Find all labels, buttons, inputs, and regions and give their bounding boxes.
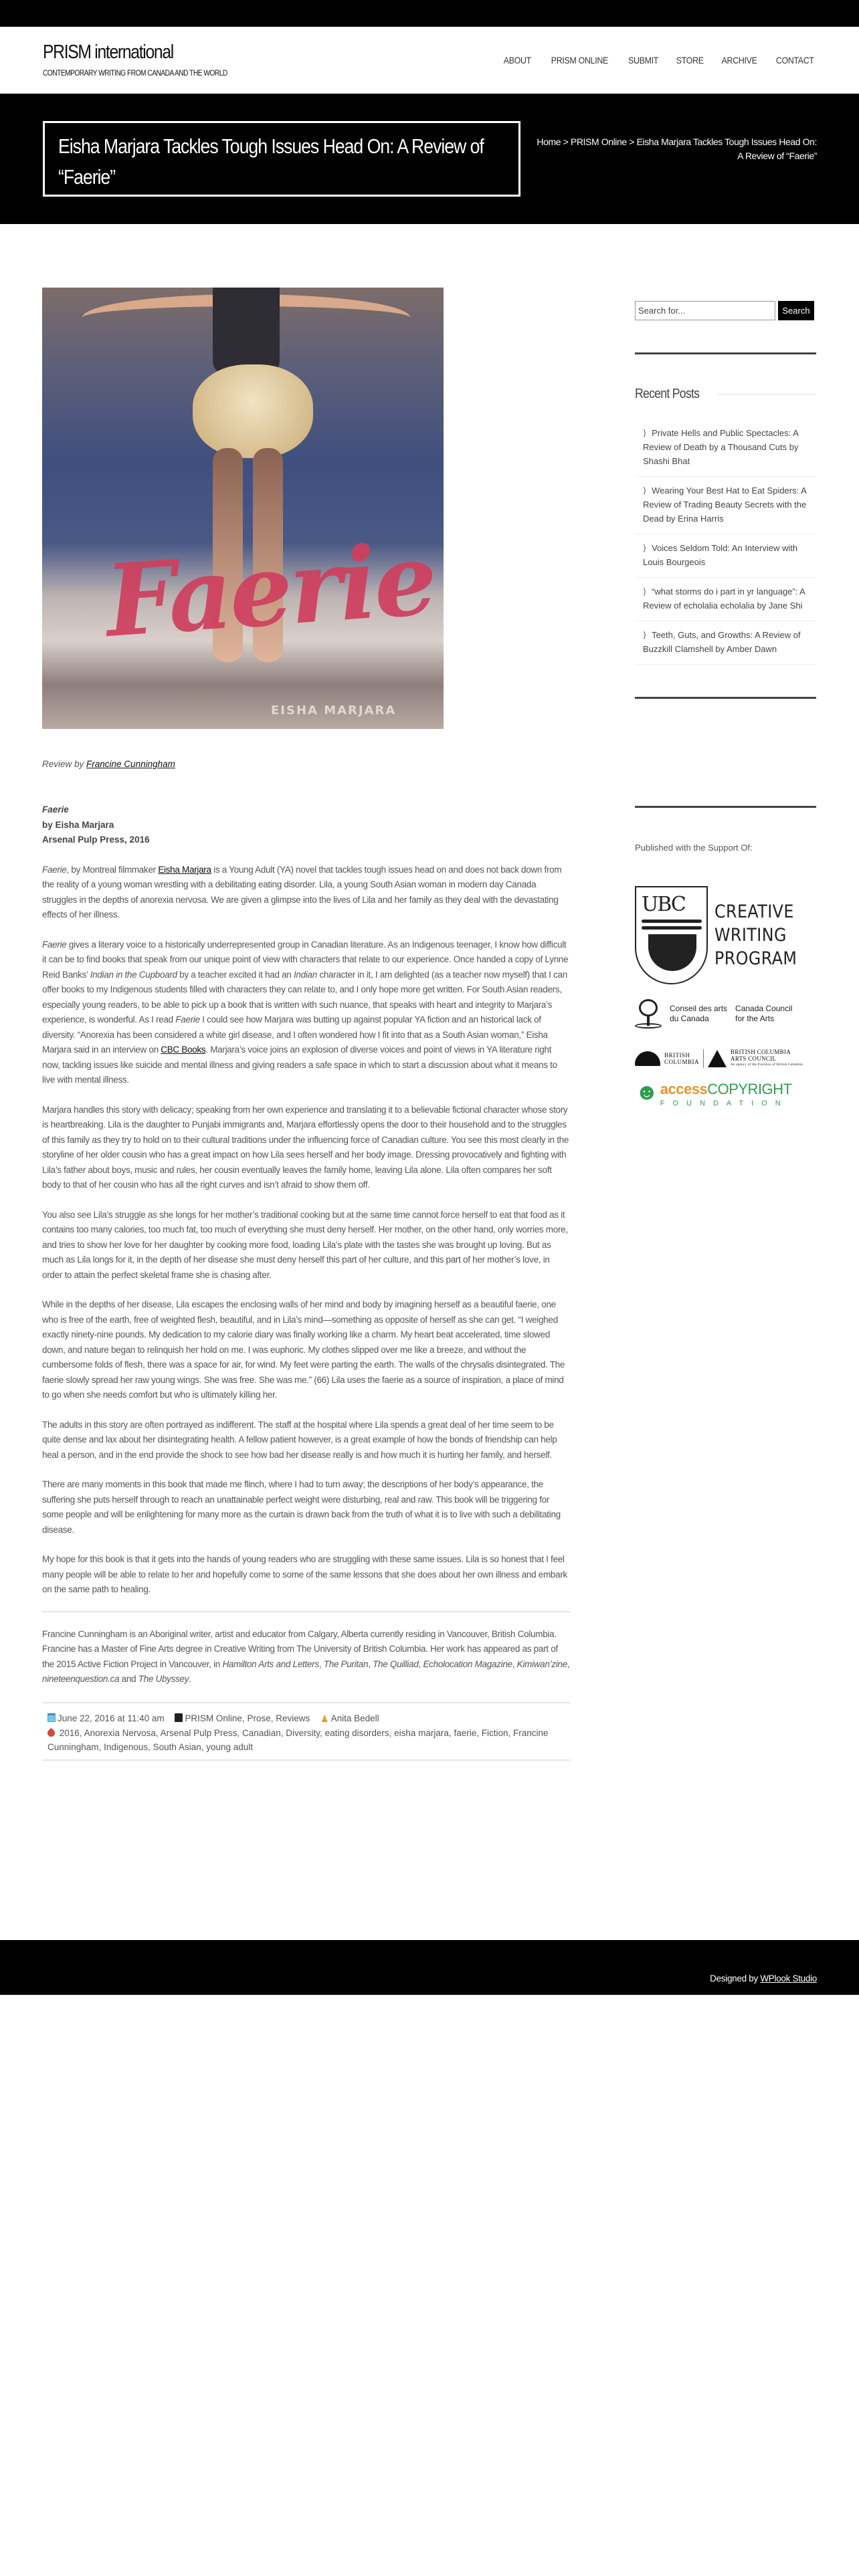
text: , bbox=[368, 1658, 373, 1669]
ubc-program-name: CREATIVE WRITING PROGRAM bbox=[714, 901, 797, 969]
emphasis: Faerie bbox=[175, 1014, 200, 1025]
emphasis: Kimiwan’zine bbox=[516, 1658, 567, 1669]
nav-prism-online[interactable]: PRISM ONLINE bbox=[551, 55, 608, 66]
recent-post-item bbox=[635, 419, 816, 477]
acf-foundation: FOUNDATION bbox=[660, 1099, 789, 1107]
tag-link[interactable]: faerie bbox=[454, 1727, 477, 1738]
emphasis: The Puritan bbox=[323, 1658, 369, 1669]
tag-link[interactable]: 2016 bbox=[59, 1727, 80, 1738]
paragraph: You also see Lila’s struggle as she longs for her mother’s traditional cooking but at the same time cannot force herself to eat that food as it contains too many calories, too much fat, too much of everything she must deny herself. Her mother, on the other hand, only worries more, and tries to show her love for her daughter by cooking more food, loading Lila’s plate with the tastes she was brought up loving. But as much as Lila longs for it, in the depth of her disease she must deny herself this part of her culture, and this part of her mother’s love, in order to attain the perfect skeletal frame she is chasing after. bbox=[42, 1209, 568, 1280]
tree-icon bbox=[635, 999, 662, 1029]
book-publisher: Arsenal Pulp Press, 2016 bbox=[42, 835, 150, 845]
text: , bbox=[318, 1658, 324, 1669]
text: , bbox=[567, 1658, 570, 1669]
paragraph: While in the depths of her disease, Lila escapes the enclosing walls of her mind and body by imagining herself as a beautiful faerie, one who is free of the earth, free of weighted flesh, beautiful, and in Lila’s mind—something as opposite of herself as she can get. “I weighed exactly ninety-nine pounds. My dedication to my calorie diary was finally working like a charm. My heart beat accelerated, time slowed down, and nature began to relinquish her hold on me. I was euphoric. My clothes slipped over me like a breeze, and without the cumbersome folds of flesh, there was a space for air, for wind. My feet were parting the earth. The walls of the chrysalis disintegrated. The faerie slowly spread her raw young wings. She was free. She was me.” (66) Lila uses the faerie as a source of inspiration, a place of mind to go when she needs comfort but who is ultimately killing her. bbox=[42, 1299, 565, 1400]
review-by-label: Review by bbox=[42, 759, 87, 769]
breadcrumb-separator: > bbox=[626, 136, 637, 147]
breadcrumb bbox=[536, 135, 817, 163]
text: I could see how Marjara was butting up against popular YA fiction and an historical lack of diversity. “Anorexia has been considered a white girl disease, and I often wondered how I fit into that as a South Asian woman,” Eisha Marjara said in an interview on bbox=[42, 1014, 548, 1055]
calendar-icon bbox=[47, 1713, 56, 1722]
widget-divider bbox=[635, 806, 816, 808]
ubc-creative-writing-logo[interactable] bbox=[635, 886, 816, 984]
emphasis: nineteenquestion.ca bbox=[42, 1674, 120, 1684]
bc-text: BRITISH bbox=[664, 1052, 690, 1059]
emphasis: Hamilton Arts and Letters bbox=[222, 1658, 319, 1669]
cca-fr: Conseil des arts bbox=[670, 1004, 728, 1013]
breadcrumb-section[interactable]: PRISM Online bbox=[570, 136, 627, 147]
sidebar bbox=[635, 288, 816, 1107]
paragraph: Marjara handles this story with delicacy; speaking from her own experience and translating it to a believable fictional character whose story is heartbreaking. Lila is the daughter to Punjabi immigrants and, Marjara effortlessly opens the door to their household and to the struggles of this family as they try to hold on to their cultural traditions under the influencing force of Canadian culture. You see this most clearly in the storyline of her older cousin who has a great impact on how Lila sees herself and her body image. Dressing provocatively and fighting with Lila’s father about boys, music and rules, her cousin eventually leaves the family home, leaving Lila alone. Lila often compares her soft body to that of her cousin who has all the right curves and isn’t afraid to show them off. bbox=[42, 1104, 569, 1190]
text: , bbox=[418, 1658, 423, 1669]
user-icon: ♟ bbox=[320, 1713, 329, 1724]
emphasis: Faerie bbox=[42, 864, 67, 875]
emphasis: Indian bbox=[293, 969, 317, 980]
bc-sun-icon bbox=[635, 1051, 660, 1066]
cbc-books-link[interactable]: CBC Books bbox=[161, 1045, 206, 1055]
cover-skirt bbox=[193, 364, 313, 458]
chevron-right-icon: ⟩ bbox=[643, 428, 647, 438]
recent-post-link[interactable]: Teeth, Guts, and Growths: A Review of Buzzkill Clamshell by Amber Dawn bbox=[643, 630, 801, 654]
text: character in it, I am delighted (as a teacher now myself) that I can offer books to my Indigenous students filled with characters they can relate to, and I only hope more get written. For South Asian readers, especially young readers, to be able to pick up a book that is written with such nuance, that speaks with heart and integrity to Marjara’s experience, is wonderful. As I read bbox=[42, 969, 567, 1025]
page-title: Eisha Marjara Tackles Tough Issues Head On: A Review of “Faerie” bbox=[58, 134, 484, 189]
text: Francine Cunningham is an Aboriginal writer, artist and educator from Calgary, Alberta currently residing in Vancouver, British Columbia. Francine has a Master of Fine Arts degree in Creative Writing from The University of British Columbia. Her work has appeared as part of the 2015 Active Fiction Project in Vancouver, in bbox=[42, 1628, 558, 1669]
emphasis: Faerie bbox=[42, 939, 67, 950]
text: , bbox=[512, 1658, 517, 1669]
post-tags: 2016, Anorexia Nervosa, Arsenal Pulp Press, Canadian, Diversity, eating disorders, eisha marjara, faerie, Fiction, Francine Cunningham, Indigenous, South Asian, young adult bbox=[47, 1726, 565, 1754]
page-title-box bbox=[43, 121, 520, 197]
ubc-mark: UBC bbox=[642, 893, 685, 916]
recent-post-link[interactable]: Private Hells and Public Spectacles: A Review of Death by a Thousand Cuts by Shashi Bhat bbox=[643, 428, 799, 466]
recent-post-link[interactable]: Voices Seldom Told: An Interview with Louis Bourgeois bbox=[643, 543, 798, 567]
tag-link[interactable]: Anorexia Nervosa bbox=[84, 1727, 156, 1738]
chevron-right-icon: ⟩ bbox=[643, 586, 647, 597]
tag-link[interactable]: young adult bbox=[206, 1741, 254, 1752]
text: by a teacher excited it had an bbox=[177, 969, 294, 980]
post-author-link[interactable]: Anita Bedell bbox=[330, 1713, 379, 1723]
bcac-triangle-icon bbox=[708, 1050, 727, 1067]
tag-link[interactable]: South Asian bbox=[153, 1741, 201, 1752]
text: . bbox=[189, 1674, 191, 1684]
widget-divider bbox=[635, 352, 816, 354]
widget-divider bbox=[635, 697, 816, 699]
cover-author: EISHA MARJARA bbox=[271, 704, 397, 718]
reviewer-link[interactable]: Francine Cunningham bbox=[86, 759, 175, 769]
emphasis: Echolocation Magazine bbox=[423, 1658, 512, 1669]
bcac-text: BRITISH COLUMBIA bbox=[731, 1049, 791, 1055]
emphasis: The Ubyssey bbox=[138, 1674, 189, 1684]
page-title-band bbox=[0, 94, 859, 224]
support-label: Published with the Support Of: bbox=[635, 843, 753, 853]
tag-link[interactable]: Fiction bbox=[481, 1727, 508, 1738]
chevron-right-icon: ⟩ bbox=[643, 630, 647, 640]
category-link[interactable]: Reviews bbox=[276, 1713, 310, 1723]
recent-posts-title: Recent Posts bbox=[635, 387, 700, 401]
divider bbox=[42, 1611, 571, 1612]
nav-about[interactable]: ABOUT bbox=[504, 55, 532, 66]
credit-prefix: Designed by bbox=[710, 1973, 761, 1983]
text: , by Montreal filmmaker bbox=[66, 864, 159, 875]
text: gives a literary voice to a historically underrepresented group in Canadian literature. As an Indigenous teenager, I know how difficult it can be to find books that speak from our unique point of view with characters that relate to our experience. Once handed a copy of Lynne Reid Banks’ bbox=[42, 939, 569, 980]
text: and bbox=[119, 1674, 138, 1684]
chevron-right-icon: ⟩ bbox=[643, 486, 647, 496]
post-date[interactable]: June 22, 2016 at 11:40 am bbox=[58, 1713, 165, 1723]
person-icon: ☻ bbox=[635, 1079, 659, 1105]
bcac-text: ARTS COUNCIL bbox=[731, 1055, 777, 1062]
recent-post-item bbox=[635, 477, 816, 534]
tag-link[interactable]: Arsenal Pulp Press bbox=[160, 1727, 237, 1738]
ubc-shield-icon bbox=[635, 886, 708, 984]
emphasis: Indian in the Cupboard bbox=[90, 969, 177, 980]
search-button[interactable]: Search bbox=[778, 301, 814, 320]
paragraph: The adults in this story are often portrayed as indifferent. The staff at the hospital where Lila spends a great deal of her time seem to be quite dense and lax about her disintegrating health. A fellow patient however, is a great example of how the bonds of friendship can help heal a person, and in the end provide the shock to see how bad her disease really is and how much it is hurting her family, and herself. bbox=[42, 1419, 557, 1460]
tag-link[interactable]: Indigenous bbox=[104, 1741, 149, 1752]
top-bar bbox=[0, 0, 859, 27]
tag-icon bbox=[46, 1727, 57, 1738]
book-cover-image bbox=[42, 288, 444, 729]
text: . Marjara’s voice joins an explosion of diverse voices and point of views in YA literature right now, tackling issues like suicide and mental illness and giving readers a safe space in which to start a discussion about what it means to live with mental illness. bbox=[42, 1045, 557, 1085]
acf-access: access bbox=[660, 1081, 708, 1097]
site-footer bbox=[0, 1940, 859, 1995]
recent-post-link[interactable]: “what storms do i part in yr language”: A Review of echolalia echolalia by Jane Shi bbox=[643, 586, 805, 611]
breadcrumb-home[interactable]: Home bbox=[537, 136, 561, 147]
heading-rule bbox=[718, 394, 816, 395]
tag-link[interactable]: Diversity bbox=[286, 1727, 320, 1738]
cca-en: Canada Council bbox=[735, 1004, 793, 1013]
paragraph bbox=[42, 938, 571, 1088]
recent-post-link[interactable]: Wearing Your Best Hat to Eat Spiders: A Review of Trading Beauty Secrets with the Dead by Erina Harris bbox=[643, 486, 807, 524]
main-nav bbox=[488, 55, 817, 66]
review-byline bbox=[42, 759, 571, 769]
paragraph: There are many moments in this book that made me flinch, where I had to turn away; the descriptions of her body’s appearance, the suffering she puts herself through to reach an unattainable perfect weight were disturbing, real and raw. This book will be triggering for some people and will be enlightening for many more as the curtain is drawn back from the truth of what it is to live with such a debilitating disease. bbox=[42, 1479, 561, 1535]
book-author: by Eisha Marjara bbox=[42, 819, 114, 830]
category-link[interactable]: PRISM Online bbox=[185, 1713, 242, 1723]
category-link[interactable]: Prose bbox=[247, 1713, 271, 1723]
tag-link[interactable]: eating disorders bbox=[324, 1727, 389, 1738]
nav-contact[interactable]: CONTACT bbox=[776, 55, 815, 66]
designer-link[interactable]: WPlook Studio bbox=[760, 1973, 817, 1983]
bc-text: COLUMBIA bbox=[664, 1059, 700, 1065]
tag-link[interactable]: Francine Cunningham bbox=[47, 1727, 549, 1752]
acf-copyright: COPYRIGHT bbox=[707, 1081, 792, 1097]
emphasis: The Quilliad bbox=[373, 1658, 419, 1669]
nav-store[interactable]: STORE bbox=[676, 55, 704, 66]
breadcrumb-separator: > bbox=[561, 136, 571, 147]
tag-link[interactable]: eisha marjara bbox=[394, 1727, 449, 1738]
bcac-subtext: An agency of the Province of British Columbia bbox=[731, 1063, 803, 1067]
breadcrumb-current: Eisha Marjara Tackles Tough Issues Head On: A Review of “Faerie” bbox=[636, 136, 817, 161]
book-info bbox=[42, 802, 571, 848]
site-header bbox=[0, 27, 859, 94]
search-widget bbox=[635, 301, 816, 320]
post-content bbox=[42, 288, 571, 1761]
text: is a Young Adult (YA) novel that tackles tough issues head on and does not back down from the reality of a young woman wrestling with a debilitating eating disorder. Lila, a young South Asian woman in modern day Canada struggles in the depths of anorexia nervosa. We are given a glimpse into the lives of Lila and her family as they deal with the devastating effects of her illness. bbox=[42, 864, 562, 920]
cca-en: for the Arts bbox=[735, 1014, 775, 1023]
site-logo[interactable] bbox=[43, 41, 260, 78]
recent-post-item bbox=[635, 578, 816, 621]
paragraph bbox=[42, 863, 571, 923]
tag-link[interactable]: Canadian bbox=[242, 1727, 281, 1738]
cover-torso bbox=[213, 288, 280, 374]
canada-council-logo[interactable] bbox=[635, 999, 816, 1029]
cover-title: Faerie bbox=[102, 520, 438, 659]
chevron-right-icon: ⟩ bbox=[643, 543, 647, 553]
paragraph: My hope for this book is that it gets into the hands of young readers who are struggling with these same issues. Lila is so honest that I feel many people will be able to relate to her and hopefully come to some of the same lessons that she does about her own illness and embark on the same path to healing. bbox=[42, 1554, 567, 1594]
post-meta-line: June 22, 2016 at 11:40 am PRISM Online, Prose, Reviews ♟ Anita Bedell bbox=[47, 1711, 565, 1726]
post-meta bbox=[42, 1702, 571, 1761]
cca-fr: du Canada bbox=[670, 1014, 709, 1023]
author-link[interactable]: Eisha Marjara bbox=[158, 864, 211, 875]
recent-posts-list bbox=[635, 419, 816, 665]
bc-arts-council-logo[interactable] bbox=[635, 1049, 816, 1069]
book-title: Faerie bbox=[42, 804, 69, 815]
footer-credit bbox=[710, 1973, 817, 1983]
nav-archive[interactable]: ARCHIVE bbox=[721, 55, 757, 66]
folder-icon bbox=[175, 1713, 183, 1722]
recent-post-item bbox=[635, 621, 816, 665]
reviewer-bio bbox=[42, 1627, 571, 1687]
recent-post-item bbox=[635, 534, 816, 578]
recent-posts-header bbox=[635, 387, 816, 402]
search-input[interactable] bbox=[635, 301, 775, 320]
site-title[interactable]: PRISM international bbox=[43, 41, 173, 63]
nav-submit[interactable]: SUBMIT bbox=[628, 55, 658, 66]
site-tagline: CONTEMPORARY WRITING FROM CANADA AND THE WORLD bbox=[43, 68, 227, 78]
access-copyright-logo[interactable] bbox=[635, 1081, 816, 1107]
